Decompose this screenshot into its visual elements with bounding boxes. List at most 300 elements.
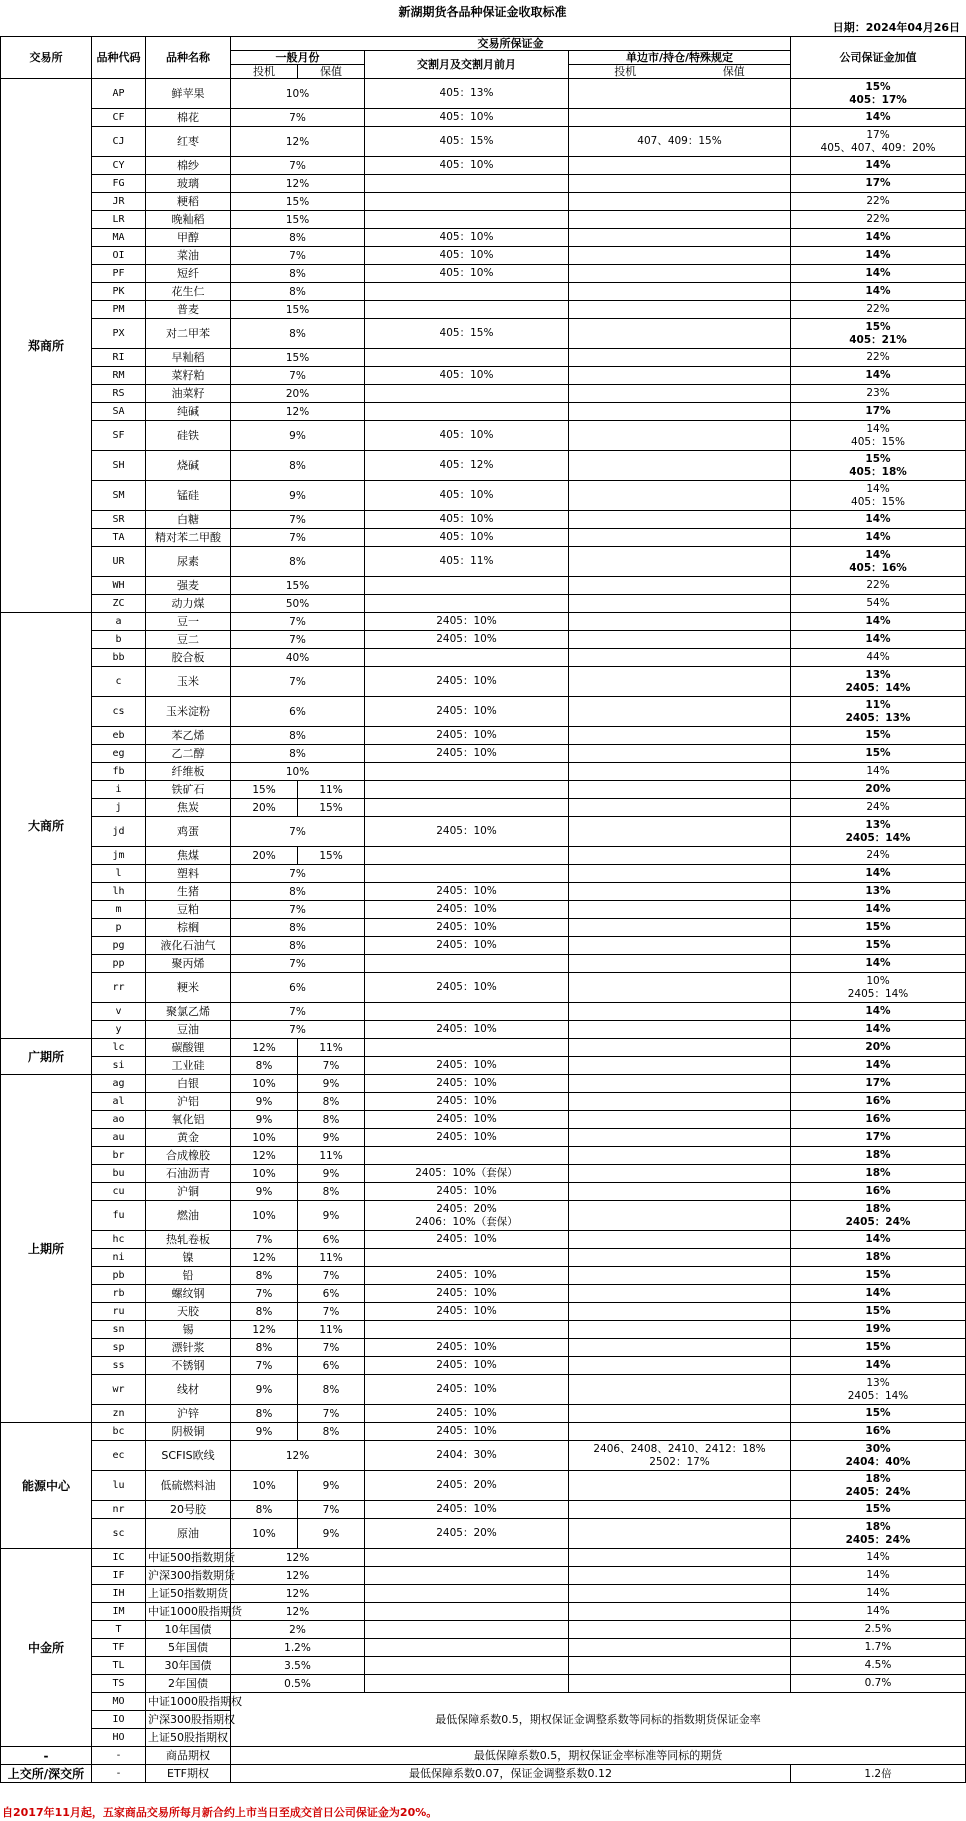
product-code: IM [92, 1603, 146, 1621]
table-row [1, 667, 966, 697]
table-row [1, 385, 966, 403]
special-margin [569, 781, 791, 799]
table-row [1, 1231, 966, 1249]
product-name: 玉米淀粉 [146, 697, 231, 727]
special-margin [569, 649, 791, 667]
company-add-margin: 14% [791, 1285, 966, 1303]
special-margin [569, 763, 791, 781]
hedge-margin: 9% [298, 1129, 365, 1147]
general-margin: 20% [231, 385, 365, 403]
special-margin [569, 511, 791, 529]
hedge-margin: 8% [298, 1111, 365, 1129]
table-row [1, 451, 966, 481]
company-add-margin: 14% [791, 109, 966, 127]
delivery-margin: 405：10% [365, 109, 569, 127]
company-add-margin: 17% [791, 1075, 966, 1093]
hedge-margin: 8% [298, 1183, 365, 1201]
spec-margin: 8% [231, 1267, 298, 1285]
general-margin: 10% [231, 763, 365, 781]
delivery-margin: 2405：10% [365, 613, 569, 631]
company-add-margin: 18% 2405：24% [791, 1471, 966, 1501]
delivery-margin [365, 1003, 569, 1021]
company-add-margin: 22% [791, 301, 966, 319]
product-code: pp [92, 955, 146, 973]
product-name: 粳米 [146, 973, 231, 1003]
general-margin: 12% [231, 127, 365, 157]
exchange-cell: - [1, 1747, 92, 1765]
product-code: ss [92, 1357, 146, 1375]
hedge-margin: 11% [298, 1039, 365, 1057]
special-margin [569, 211, 791, 229]
product-code: TA [92, 529, 146, 547]
product-name: 线材 [146, 1375, 231, 1405]
delivery-margin: 2405：10% [365, 667, 569, 697]
special-margin [569, 547, 791, 577]
general-margin: 8% [231, 319, 365, 349]
delivery-margin [365, 385, 569, 403]
table-row [1, 1057, 966, 1075]
table-row [1, 847, 966, 865]
special-margin [569, 631, 791, 649]
general-margin: 8% [231, 451, 365, 481]
special-margin [569, 421, 791, 451]
general-margin: 7% [231, 529, 365, 547]
table-row [1, 79, 966, 109]
table-row [1, 511, 966, 529]
spec-margin: 15% [231, 781, 298, 799]
company-add-margin: 14% [791, 1603, 966, 1621]
delivery-margin [365, 595, 569, 613]
product-name: 对二甲苯 [146, 319, 231, 349]
company-add-margin: 17% [791, 175, 966, 193]
product-code: i [92, 781, 146, 799]
delivery-margin [365, 1039, 569, 1057]
company-add-margin: 14% [791, 1021, 966, 1039]
company-add-margin: 16% [791, 1093, 966, 1111]
special-margin [569, 283, 791, 301]
product-name: 普麦 [146, 301, 231, 319]
product-name: 合成橡胶 [146, 1147, 231, 1165]
general-margin: 10% [231, 79, 365, 109]
table-row [1, 1357, 966, 1375]
product-code: PK [92, 283, 146, 301]
special-margin [569, 1657, 791, 1675]
company-add-margin: 15% [791, 1339, 966, 1357]
table-row [1, 1093, 966, 1111]
table-row [1, 1249, 966, 1267]
special-margin [569, 1405, 791, 1423]
spec-margin: 9% [231, 1093, 298, 1111]
general-margin: 1.2% [231, 1639, 365, 1657]
company-add-margin: 14% [791, 157, 966, 175]
table-row [1, 1423, 966, 1441]
product-name: 白糖 [146, 511, 231, 529]
general-margin: 7% [231, 367, 365, 385]
product-code: lu [92, 1471, 146, 1501]
spec-margin: 10% [231, 1129, 298, 1147]
product-code: rb [92, 1285, 146, 1303]
options-note: 最低保障系数0.5，期权保证金调整系数等同标的指数期货保证金率 [231, 1693, 966, 1747]
table-row [1, 781, 966, 799]
company-add-margin: 14% [791, 1003, 966, 1021]
product-name: SCFIS欧线 [146, 1441, 231, 1471]
table-row [1, 973, 966, 1003]
delivery-margin [365, 955, 569, 973]
special-margin [569, 1093, 791, 1111]
product-code: rr [92, 973, 146, 1003]
product-name: 聚氯乙烯 [146, 1003, 231, 1021]
product-name: 菜籽粕 [146, 367, 231, 385]
company-add-margin: 18% 2405：24% [791, 1201, 966, 1231]
product-code: LR [92, 211, 146, 229]
product-name: 天胶 [146, 1303, 231, 1321]
special-margin [569, 481, 791, 511]
table-row [1, 1567, 966, 1585]
company-add-margin: 15% [791, 745, 966, 763]
product-name: 豆油 [146, 1021, 231, 1039]
special-margin [569, 265, 791, 283]
special-margin [569, 1603, 791, 1621]
hedge-margin: 7% [298, 1339, 365, 1357]
header-spec: 投机 [231, 65, 298, 79]
product-name: 乙二醇 [146, 745, 231, 763]
product-name: 上证50指数期货 [146, 1585, 231, 1603]
product-name: 沪深300股指期权 [146, 1711, 231, 1729]
product-name: 烧碱 [146, 451, 231, 481]
product-name: 甲醇 [146, 229, 231, 247]
product-name: 纯碱 [146, 403, 231, 421]
product-name: 鸡蛋 [146, 817, 231, 847]
company-add-margin: 22% [791, 577, 966, 595]
special-margin [569, 1303, 791, 1321]
table-row [1, 1621, 966, 1639]
exchange-cell: 能源中心 [1, 1423, 92, 1549]
product-name: 中证500指数期货 [146, 1549, 231, 1567]
product-code: m [92, 901, 146, 919]
delivery-margin [365, 847, 569, 865]
table-row [1, 1639, 966, 1657]
product-name: 液化石油气 [146, 937, 231, 955]
special-margin [569, 1585, 791, 1603]
general-margin: 3.5% [231, 1657, 365, 1675]
hedge-margin: 15% [298, 847, 365, 865]
table-row [1, 175, 966, 193]
special-margin [569, 901, 791, 919]
delivery-margin: 405：10% [365, 529, 569, 547]
product-code: fu [92, 1201, 146, 1231]
company-add-margin: 14% 405：15% [791, 481, 966, 511]
product-code: eb [92, 727, 146, 745]
table-row [1, 367, 966, 385]
product-name: 豆一 [146, 613, 231, 631]
company-add-margin: 17% 405、407、409：20% [791, 127, 966, 157]
table-body [1, 79, 966, 1783]
header-exchange: 交易所 [1, 37, 92, 79]
product-code: c [92, 667, 146, 697]
special-margin [569, 1567, 791, 1585]
hedge-margin: 9% [298, 1471, 365, 1501]
general-margin: 15% [231, 349, 365, 367]
table-row [1, 547, 966, 577]
company-add-margin: 14% [791, 763, 966, 781]
special-margin [569, 157, 791, 175]
special-margin [569, 1321, 791, 1339]
special-margin [569, 973, 791, 1003]
special-margin [569, 1639, 791, 1657]
delivery-margin: 2405：10% [365, 817, 569, 847]
spec-margin: 8% [231, 1501, 298, 1519]
spec-margin: 8% [231, 1057, 298, 1075]
table-row [1, 595, 966, 613]
product-name: 花生仁 [146, 283, 231, 301]
product-name: 10年国债 [146, 1621, 231, 1639]
company-add-margin: 14% [791, 1057, 966, 1075]
product-code: - [92, 1765, 146, 1783]
product-code: eg [92, 745, 146, 763]
product-code: HO [92, 1729, 146, 1747]
product-name: 晚籼稻 [146, 211, 231, 229]
general-margin: 8% [231, 265, 365, 283]
product-code: TF [92, 1639, 146, 1657]
special-margin [569, 349, 791, 367]
delivery-margin [365, 577, 569, 595]
product-code: OI [92, 247, 146, 265]
table-row [1, 1657, 966, 1675]
table-row [1, 421, 966, 451]
general-margin: 9% [231, 421, 365, 451]
special-margin [569, 1267, 791, 1285]
company-add-margin: 14% [791, 1567, 966, 1585]
product-code: ag [92, 1075, 146, 1093]
hedge-margin: 6% [298, 1285, 365, 1303]
product-name: 塑料 [146, 865, 231, 883]
table-row [1, 1165, 966, 1183]
product-name: 低硫燃料油 [146, 1471, 231, 1501]
table-row [1, 1267, 966, 1285]
company-add-margin: 44% [791, 649, 966, 667]
company-add-margin: 22% [791, 349, 966, 367]
special-margin [569, 451, 791, 481]
product-name: 上证50股指期权 [146, 1729, 231, 1747]
product-name: 红枣 [146, 127, 231, 157]
table-row [1, 799, 966, 817]
table-row [1, 1603, 966, 1621]
table-row [1, 1405, 966, 1423]
table-row [1, 745, 966, 763]
special-margin [569, 883, 791, 901]
product-name: 纤维板 [146, 763, 231, 781]
hedge-margin: 7% [298, 1303, 365, 1321]
table-row [1, 1111, 966, 1129]
product-code: RI [92, 349, 146, 367]
footer-note: 自2017年11月起，五家商品交易所每月新合约上市当日至成交首日公司保证金为20%。 [0, 1805, 965, 1821]
table-row [1, 919, 966, 937]
company-add-margin: 20% [791, 781, 966, 799]
company-add-margin: 13% [791, 883, 966, 901]
table-row [1, 577, 966, 595]
product-code: IF [92, 1567, 146, 1585]
special-margin [569, 1039, 791, 1057]
product-code: WH [92, 577, 146, 595]
product-name: 热轧卷板 [146, 1231, 231, 1249]
general-margin: 6% [231, 973, 365, 1003]
product-name: 石油沥青 [146, 1165, 231, 1183]
general-margin: 0.5% [231, 1675, 365, 1693]
delivery-margin [365, 283, 569, 301]
special-margin [569, 1201, 791, 1231]
product-name: 鲜苹果 [146, 79, 231, 109]
hedge-margin: 9% [298, 1165, 365, 1183]
special-margin [569, 745, 791, 763]
special-margin [569, 613, 791, 631]
table-row [1, 613, 966, 631]
product-code: SM [92, 481, 146, 511]
special-margin [569, 175, 791, 193]
product-name: 短纤 [146, 265, 231, 283]
exchange-cell: 上交所/深交所 [1, 1765, 92, 1783]
hedge-margin: 6% [298, 1231, 365, 1249]
delivery-margin: 2405：10% [365, 1075, 569, 1093]
special-margin [569, 79, 791, 109]
general-margin: 8% [231, 547, 365, 577]
hedge-margin: 9% [298, 1075, 365, 1093]
table-row [1, 1075, 966, 1093]
spec-margin: 10% [231, 1165, 298, 1183]
delivery-margin: 2405：10% [365, 1357, 569, 1375]
product-code: sp [92, 1339, 146, 1357]
general-margin: 7% [231, 247, 365, 265]
delivery-margin: 2405：10% [365, 901, 569, 919]
special-margin [569, 1471, 791, 1501]
product-code: IH [92, 1585, 146, 1603]
delivery-margin: 2405：10% [365, 1111, 569, 1129]
product-code: au [92, 1129, 146, 1147]
product-name: 强麦 [146, 577, 231, 595]
special-margin [569, 1549, 791, 1567]
table-row [1, 319, 966, 349]
spec-margin: 20% [231, 847, 298, 865]
general-margin: 8% [231, 883, 365, 901]
delivery-margin: 2405：10%（套保） [365, 1165, 569, 1183]
product-name: 苯乙烯 [146, 727, 231, 745]
product-name: 铅 [146, 1267, 231, 1285]
general-margin: 12% [231, 175, 365, 193]
product-code: CJ [92, 127, 146, 157]
company-add-margin: 14% [791, 1549, 966, 1567]
company-add-margin: 18% [791, 1147, 966, 1165]
company-add-margin: 15% [791, 727, 966, 745]
table-row [1, 1147, 966, 1165]
special-margin [569, 727, 791, 745]
product-name: 镍 [146, 1249, 231, 1267]
delivery-margin [365, 175, 569, 193]
delivery-margin [365, 1321, 569, 1339]
table-row [1, 283, 966, 301]
company-add-margin: 14% [791, 283, 966, 301]
hedge-margin: 7% [298, 1501, 365, 1519]
company-add-margin: 13% 2405：14% [791, 667, 966, 697]
table-row [1, 1471, 966, 1501]
company-add-margin: 17% [791, 1129, 966, 1147]
product-name: 焦煤 [146, 847, 231, 865]
spec-margin: 9% [231, 1423, 298, 1441]
table-row [1, 901, 966, 919]
product-code: UR [92, 547, 146, 577]
product-name: 铁矿石 [146, 781, 231, 799]
header-delivery-month: 交割月及交割月前月 [365, 51, 569, 79]
hedge-margin: 15% [298, 799, 365, 817]
product-name: 玻璃 [146, 175, 231, 193]
product-name: 动力煤 [146, 595, 231, 613]
special-margin [569, 229, 791, 247]
company-add-margin: 15% [791, 1501, 966, 1519]
company-add-margin: 23% [791, 385, 966, 403]
table-row [1, 1129, 966, 1147]
product-code: SR [92, 511, 146, 529]
table-row [1, 109, 966, 127]
product-name: 豆二 [146, 631, 231, 649]
product-name: 聚丙烯 [146, 955, 231, 973]
hedge-margin: 7% [298, 1267, 365, 1285]
delivery-margin: 2405：20% [365, 1471, 569, 1501]
company-add-margin: 54% [791, 595, 966, 613]
general-margin: 8% [231, 283, 365, 301]
product-name: 菜油 [146, 247, 231, 265]
delivery-margin: 405：15% [365, 127, 569, 157]
spec-margin: 12% [231, 1039, 298, 1057]
delivery-margin: 2405：10% [365, 1375, 569, 1405]
table-row [1, 631, 966, 649]
general-margin: 40% [231, 649, 365, 667]
spec-margin: 10% [231, 1201, 298, 1231]
special-margin: 2406、2408、2410、2412：18% 2502：17% [569, 1441, 791, 1471]
special-margin [569, 529, 791, 547]
special-margin [569, 1519, 791, 1549]
table-header [1, 37, 966, 79]
special-margin [569, 1147, 791, 1165]
company-add-margin: 14% [791, 1357, 966, 1375]
spec-margin: 20% [231, 799, 298, 817]
table-row [1, 1003, 966, 1021]
special-margin [569, 1003, 791, 1021]
special-margin [569, 1339, 791, 1357]
company-add-margin: 14% [791, 865, 966, 883]
delivery-margin [365, 1567, 569, 1585]
company-add-margin: 13% 2405：14% [791, 817, 966, 847]
product-code: fb [92, 763, 146, 781]
table-row [1, 1549, 966, 1567]
table-row [1, 1285, 966, 1303]
table-row [1, 481, 966, 511]
table-row [1, 1021, 966, 1039]
product-code: MA [92, 229, 146, 247]
product-code: IC [92, 1549, 146, 1567]
page-title: 新湖期货各品种保证金收取标准 [398, 5, 567, 19]
delivery-margin: 2405：10% [365, 1093, 569, 1111]
company-add-margin: 24% [791, 847, 966, 865]
table-row [1, 349, 966, 367]
special-margin [569, 1231, 791, 1249]
spec-margin: 7% [231, 1285, 298, 1303]
product-name: 沪铝 [146, 1093, 231, 1111]
general-margin: 8% [231, 229, 365, 247]
product-code: JR [92, 193, 146, 211]
company-add-margin: 11% 2405：13% [791, 697, 966, 727]
company-add-margin: 22% [791, 211, 966, 229]
product-name: 碳酸锂 [146, 1039, 231, 1057]
spec-margin: 8% [231, 1303, 298, 1321]
product-name: 焦炭 [146, 799, 231, 817]
